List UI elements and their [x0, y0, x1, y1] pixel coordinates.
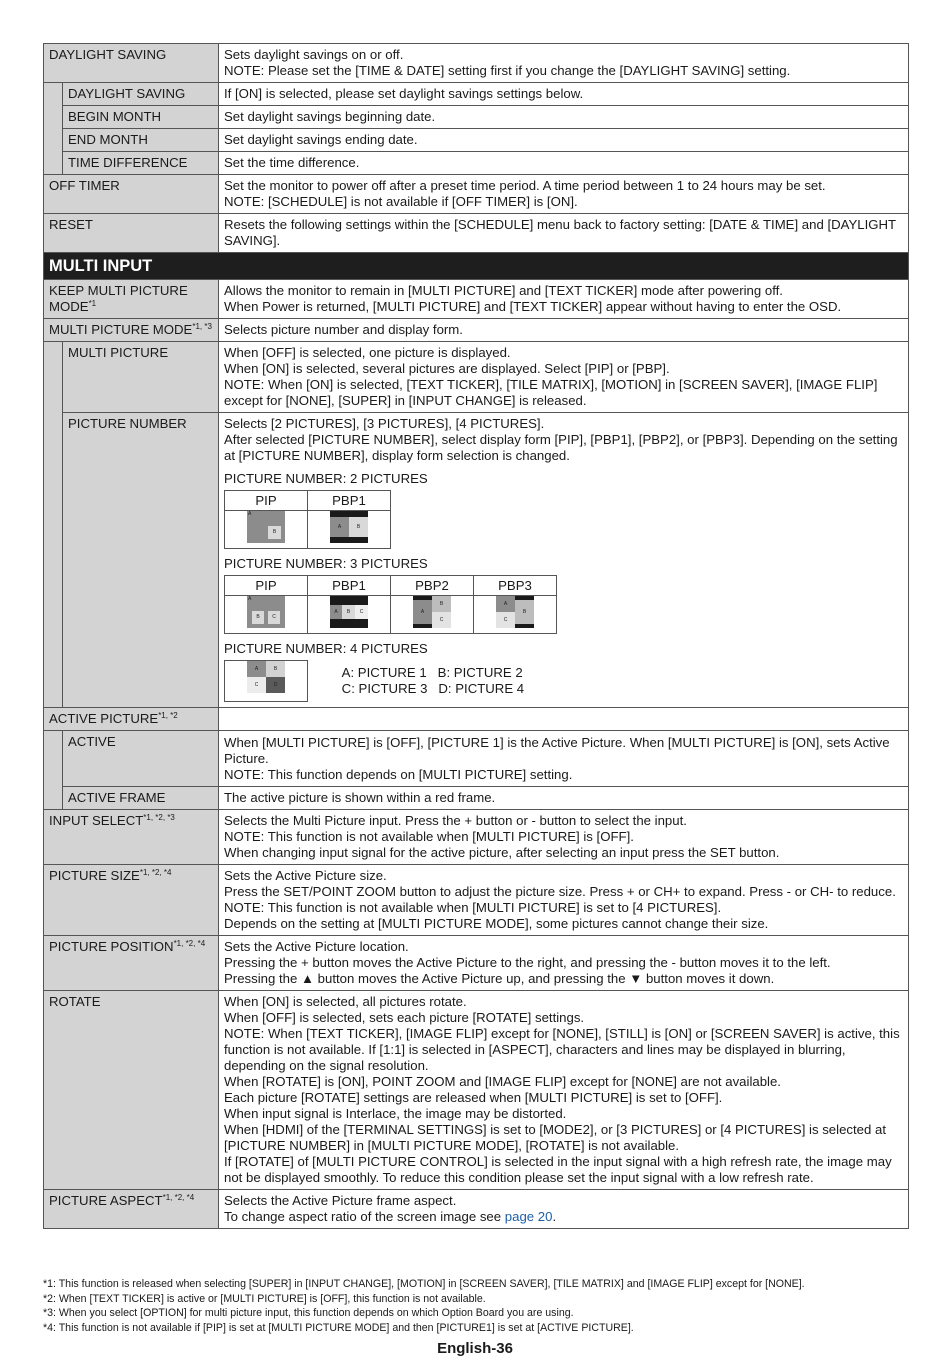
description-line: NOTE: This function is not available when [MULTI PICTURE] is set to [4 PICTURES]. — [224, 900, 722, 915]
picture-b: B — [432, 596, 451, 612]
row-label: DAYLIGHT SAVING — [44, 44, 219, 83]
legend-line: C: PICTURE 3 D: PICTURE 4 — [341, 681, 525, 696]
description-line: When [ROTATE] is [ON], POINT ZOOM and [IMAGE FLIP] except for [NONE] are not available. — [224, 1074, 781, 1089]
row-description — [219, 342, 909, 413]
picture-number-heading: PICTURE NUMBER: 4 PICTURES — [224, 641, 428, 656]
description-line: When Power is returned, [MULTI PICTURE] and [TEXT TICKER] appear without having to enter the OSD. — [224, 299, 842, 314]
description-line: Sets the Active Picture size. — [224, 868, 387, 883]
table-row — [44, 44, 909, 83]
row-description — [219, 865, 909, 936]
description-line: When [OFF] is selected, one picture is displayed. — [224, 345, 511, 360]
row-label — [44, 708, 219, 731]
row-label: BEGIN MONTH — [63, 106, 219, 129]
picture-d: D — [266, 677, 285, 693]
description-line: NOTE: [SCHEDULE] is not available if [OFF TIMER] is [ON]. — [224, 194, 578, 209]
description-line — [224, 1209, 903, 1225]
layout-name: PIP — [225, 491, 308, 511]
row-label: ROTATE — [44, 991, 219, 1190]
footnote-marker: *1, *2, *4 — [173, 939, 206, 948]
row-description — [219, 175, 909, 214]
picture-c: C — [496, 612, 515, 628]
picture-a: A — [330, 605, 342, 619]
description-line: Each picture [ROTATE] settings are released when [MULTI PICTURE] is set to [OFF]. — [224, 1090, 723, 1105]
row-label — [44, 865, 219, 936]
indent-cell — [44, 342, 63, 708]
table-row — [44, 731, 909, 787]
label-text: KEEP MULTI PICTURE MODE — [49, 283, 188, 314]
footnote-marker: *1, *2 — [158, 711, 178, 720]
layout-four-pictures-icon — [225, 661, 308, 702]
description-text: To change aspect ratio of the screen image see — [224, 1209, 505, 1224]
table-row — [44, 413, 909, 708]
three-pictures-table — [224, 575, 557, 634]
table-row — [44, 129, 909, 152]
footnote: *3: When you select [OPTION] for multi picture input, this function depends on which Option Board you are using. — [43, 1307, 574, 1319]
label-text: PICTURE SIZE — [49, 868, 140, 883]
description-line: Selects the Active Picture frame aspect. — [224, 1193, 457, 1208]
description-line: Press the SET/POINT ZOOM button to adjust the picture size. Press + or CH+ to expand. Press - or CH- to reduce. — [224, 884, 896, 899]
label-text: ACTIVE PICTURE — [49, 711, 159, 726]
picture-a: A — [247, 596, 285, 628]
black-bar — [515, 624, 534, 628]
footnote-marker: *1, *2, *4 — [139, 868, 172, 877]
table-row — [44, 319, 909, 342]
description-line: Sets daylight savings on or off. — [224, 47, 404, 62]
four-pictures-table — [224, 660, 308, 702]
table-row — [44, 865, 909, 936]
footnote-marker: *1, *3 — [192, 322, 212, 331]
settings-table — [43, 43, 909, 1229]
row-description: Resets the following settings within the [SCHEDULE] menu back to factory setting: [DATE & TIME] and [DAYLIGHT SAVING]. — [219, 214, 909, 253]
layout-name: PIP — [225, 576, 308, 596]
picture-c: C — [355, 605, 368, 619]
row-label: MULTI PICTURE — [63, 342, 219, 413]
description-line: NOTE: Please set the [TIME & DATE] setting first if you change the [DAYLIGHT SAVING] setting. — [224, 63, 791, 78]
layout-pbp1-2-icon — [308, 511, 391, 549]
description-line: Sets the Active Picture location. — [224, 939, 409, 954]
table-row — [44, 810, 909, 865]
table-row — [44, 106, 909, 129]
layout-name: PBP3 — [474, 576, 557, 596]
four-pictures-block — [224, 660, 903, 702]
label-text: MULTI PICTURE MODE — [49, 322, 193, 337]
black-bar — [330, 537, 368, 543]
description-line: Depends on the setting at [MULTI PICTURE MODE], some pictures cannot change their size. — [224, 916, 769, 931]
picture-a: A — [496, 596, 515, 612]
row-label: ACTIVE — [63, 731, 219, 787]
row-description — [219, 44, 909, 83]
description-line: NOTE: When [TEXT TICKER], [IMAGE FLIP] except for [NONE], [STILL] is [ON] or [SCREEN SAVER] is active, this function is not available. If [1:1] is selected in [ASPECT], characters and lines may be displayed in blurring, depending on the signal resolution. — [224, 1026, 900, 1073]
layout-pbp1-3-icon — [308, 596, 391, 634]
picture-c: C — [247, 677, 266, 693]
indent-cell — [44, 731, 63, 810]
row-label: PICTURE NUMBER — [63, 413, 219, 708]
picture-legend — [342, 665, 524, 697]
description-line: After selected [PICTURE NUMBER], select display form [PIP], [PBP1], [PBP2], or [PBP3]. Depending on the setting at [PICTURE NUMBER], display form selection is changed. — [224, 432, 898, 463]
page-number: English-36 — [437, 1340, 513, 1357]
picture-number-heading: PICTURE NUMBER: 2 PICTURES — [224, 471, 428, 486]
label-text: PICTURE POSITION — [49, 939, 174, 954]
layout-pip-2-icon — [225, 511, 308, 549]
page-20-link[interactable]: page 20 — [504, 1209, 553, 1224]
table-row — [44, 280, 909, 319]
row-description — [219, 936, 909, 991]
table-row — [44, 991, 909, 1190]
table-row — [44, 342, 909, 413]
row-label: OFF TIMER — [44, 175, 219, 214]
layout-name: PBP1 — [308, 576, 391, 596]
table-row — [44, 936, 909, 991]
settings-table-page — [43, 43, 908, 1229]
footnotes — [43, 1277, 913, 1335]
description-line: Set the monitor to power off after a preset time period. A time period between 1 to 24 hours may be set. — [224, 178, 826, 193]
picture-c: C — [432, 612, 451, 628]
picture-b: B — [515, 600, 534, 624]
description-line: NOTE: This function depends on [MULTI PICTURE] setting. — [224, 767, 573, 782]
row-description — [219, 731, 909, 787]
footnote: *4: This function is not available if [PIP] is set at [MULTI PICTURE MODE] and then [PICTURE1] is set at [ACTIVE PICTURE]. — [43, 1321, 634, 1334]
footnote-marker: *1, *2, *4 — [162, 1193, 195, 1202]
black-bar — [413, 624, 432, 628]
legend-line: A: PICTURE 1 B: PICTURE 2 — [341, 665, 523, 680]
description-line: Pressing the ▲ button moves the Active Picture up, and pressing the ▼ button moves it down. — [224, 971, 775, 986]
picture-a: A — [247, 511, 285, 543]
footnote-marker: *1 — [88, 299, 97, 308]
row-description: Selects picture number and display form. — [219, 319, 909, 342]
description-text: . — [552, 1209, 557, 1224]
row-label — [44, 280, 219, 319]
layout-pbp3-3-icon — [474, 596, 557, 634]
description-line: When [MULTI PICTURE] is [OFF], [PICTURE 1] is the Active Picture. When [MULTI PICTURE] is [ON], sets Active Picture. — [224, 735, 890, 766]
black-bar — [330, 619, 368, 628]
table-row — [44, 214, 909, 253]
layout-name: PBP1 — [308, 491, 391, 511]
picture-b: B — [252, 611, 264, 624]
table-row — [44, 708, 909, 731]
row-description — [219, 1190, 909, 1229]
section-row — [44, 253, 909, 280]
row-label: RESET — [44, 214, 219, 253]
table-row — [44, 83, 909, 106]
footnote: *2: When [TEXT TICKER] is active or [MULTI PICTURE] is [OFF], this function is not available. — [43, 1292, 486, 1305]
description-line: If [ROTATE] of [MULTI PICTURE CONTROL] is selected in the input signal with a high refresh rate, the image may not be displayed smoothly. To reduce this condition please set the input signal with a low refresh rate. — [224, 1154, 892, 1185]
picture-number-heading: PICTURE NUMBER: 3 PICTURES — [224, 556, 428, 571]
picture-a: A — [247, 661, 266, 677]
description-line: When [OFF] is selected, sets each picture [ROTATE] settings. — [224, 1010, 585, 1025]
footnote: *1: This function is released when selecting [SUPER] in [INPUT CHANGE], [MOTION] in [SCREEN SAVER], [TILE MATRIX] and [IMAGE FLIP] except for [NONE]. — [43, 1278, 805, 1290]
row-description — [219, 991, 909, 1190]
row-description: Set daylight savings ending date. — [219, 129, 909, 152]
section-header: MULTI INPUT — [44, 253, 909, 280]
row-description: Set the time difference. — [219, 152, 909, 175]
table-row — [44, 152, 909, 175]
description-line: When changing input signal for the active picture, after selecting an input press the SET button. — [224, 845, 780, 860]
picture-c: C — [268, 611, 280, 624]
description-line: NOTE: This function is not available when [MULTI PICTURE] is [OFF]. — [224, 829, 634, 844]
row-label — [44, 936, 219, 991]
row-label: TIME DIFFERENCE — [63, 152, 219, 175]
row-label: DAYLIGHT SAVING — [63, 83, 219, 106]
row-label — [44, 810, 219, 865]
black-bar — [330, 596, 368, 605]
description-line: Selects the Multi Picture input. Press the + button or - button to select the input. — [224, 813, 687, 828]
two-pictures-table — [224, 490, 391, 549]
footnote-marker: *1, *2, *3 — [143, 813, 175, 822]
row-label: ACTIVE FRAME — [63, 787, 219, 810]
table-row — [44, 175, 909, 214]
label-text: PICTURE ASPECT — [49, 1193, 163, 1208]
layout-pip-3-icon — [225, 596, 308, 634]
label-text: INPUT SELECT — [49, 813, 144, 828]
row-label — [44, 1190, 219, 1229]
row-description — [219, 810, 909, 865]
description-line: When [HDMI] of the [TERMINAL SETTINGS] is set to [MODE2], or [3 PICTURES] or [4 PICTURES] is selected at [PICTURE NUMBER] in [MULTI PICTURE MODE], [ROTATE] is not available. — [224, 1122, 886, 1153]
row-description — [219, 413, 909, 708]
row-description — [219, 708, 909, 731]
row-description: If [ON] is selected, please set daylight savings settings below. — [219, 83, 909, 106]
picture-b: B — [266, 661, 285, 677]
row-label: END MONTH — [63, 129, 219, 152]
description-line: Allows the monitor to remain in [MULTI PICTURE] and [TEXT TICKER] mode after powering off. — [224, 283, 783, 298]
picture-a: A — [330, 517, 349, 537]
picture-b: B — [349, 517, 368, 537]
row-description: Set daylight savings beginning date. — [219, 106, 909, 129]
row-label — [44, 319, 219, 342]
row-description: The active picture is shown within a red frame. — [219, 787, 909, 810]
picture-a: A — [413, 600, 432, 624]
description-line: When input signal is Interlace, the image may be distorted. — [224, 1106, 567, 1121]
description-line: When [ON] is selected, all pictures rotate. — [224, 994, 467, 1009]
table-row — [44, 1190, 909, 1229]
layout-pbp2-3-icon — [391, 596, 474, 634]
picture-b: B — [342, 605, 355, 619]
row-description — [219, 280, 909, 319]
table-row — [44, 787, 909, 810]
description-line: Pressing the + button moves the Active Picture to the right, and pressing the - button moves it to the left. — [224, 955, 831, 970]
description-line: Selects [2 PICTURES], [3 PICTURES], [4 PICTURES]. — [224, 416, 545, 431]
indent-cell — [44, 83, 63, 175]
picture-b: B — [268, 526, 281, 539]
description-line: When [ON] is selected, several pictures are displayed. Select [PIP] or [PBP]. — [224, 361, 670, 376]
layout-name: PBP2 — [391, 576, 474, 596]
description-line: NOTE: When [ON] is selected, [TEXT TICKER], [TILE MATRIX], [MOTION] in [SCREEN SAVER], [IMAGE FLIP] except for [NONE], [SUPER] in [INPUT CHANGE] is released. — [224, 377, 878, 408]
